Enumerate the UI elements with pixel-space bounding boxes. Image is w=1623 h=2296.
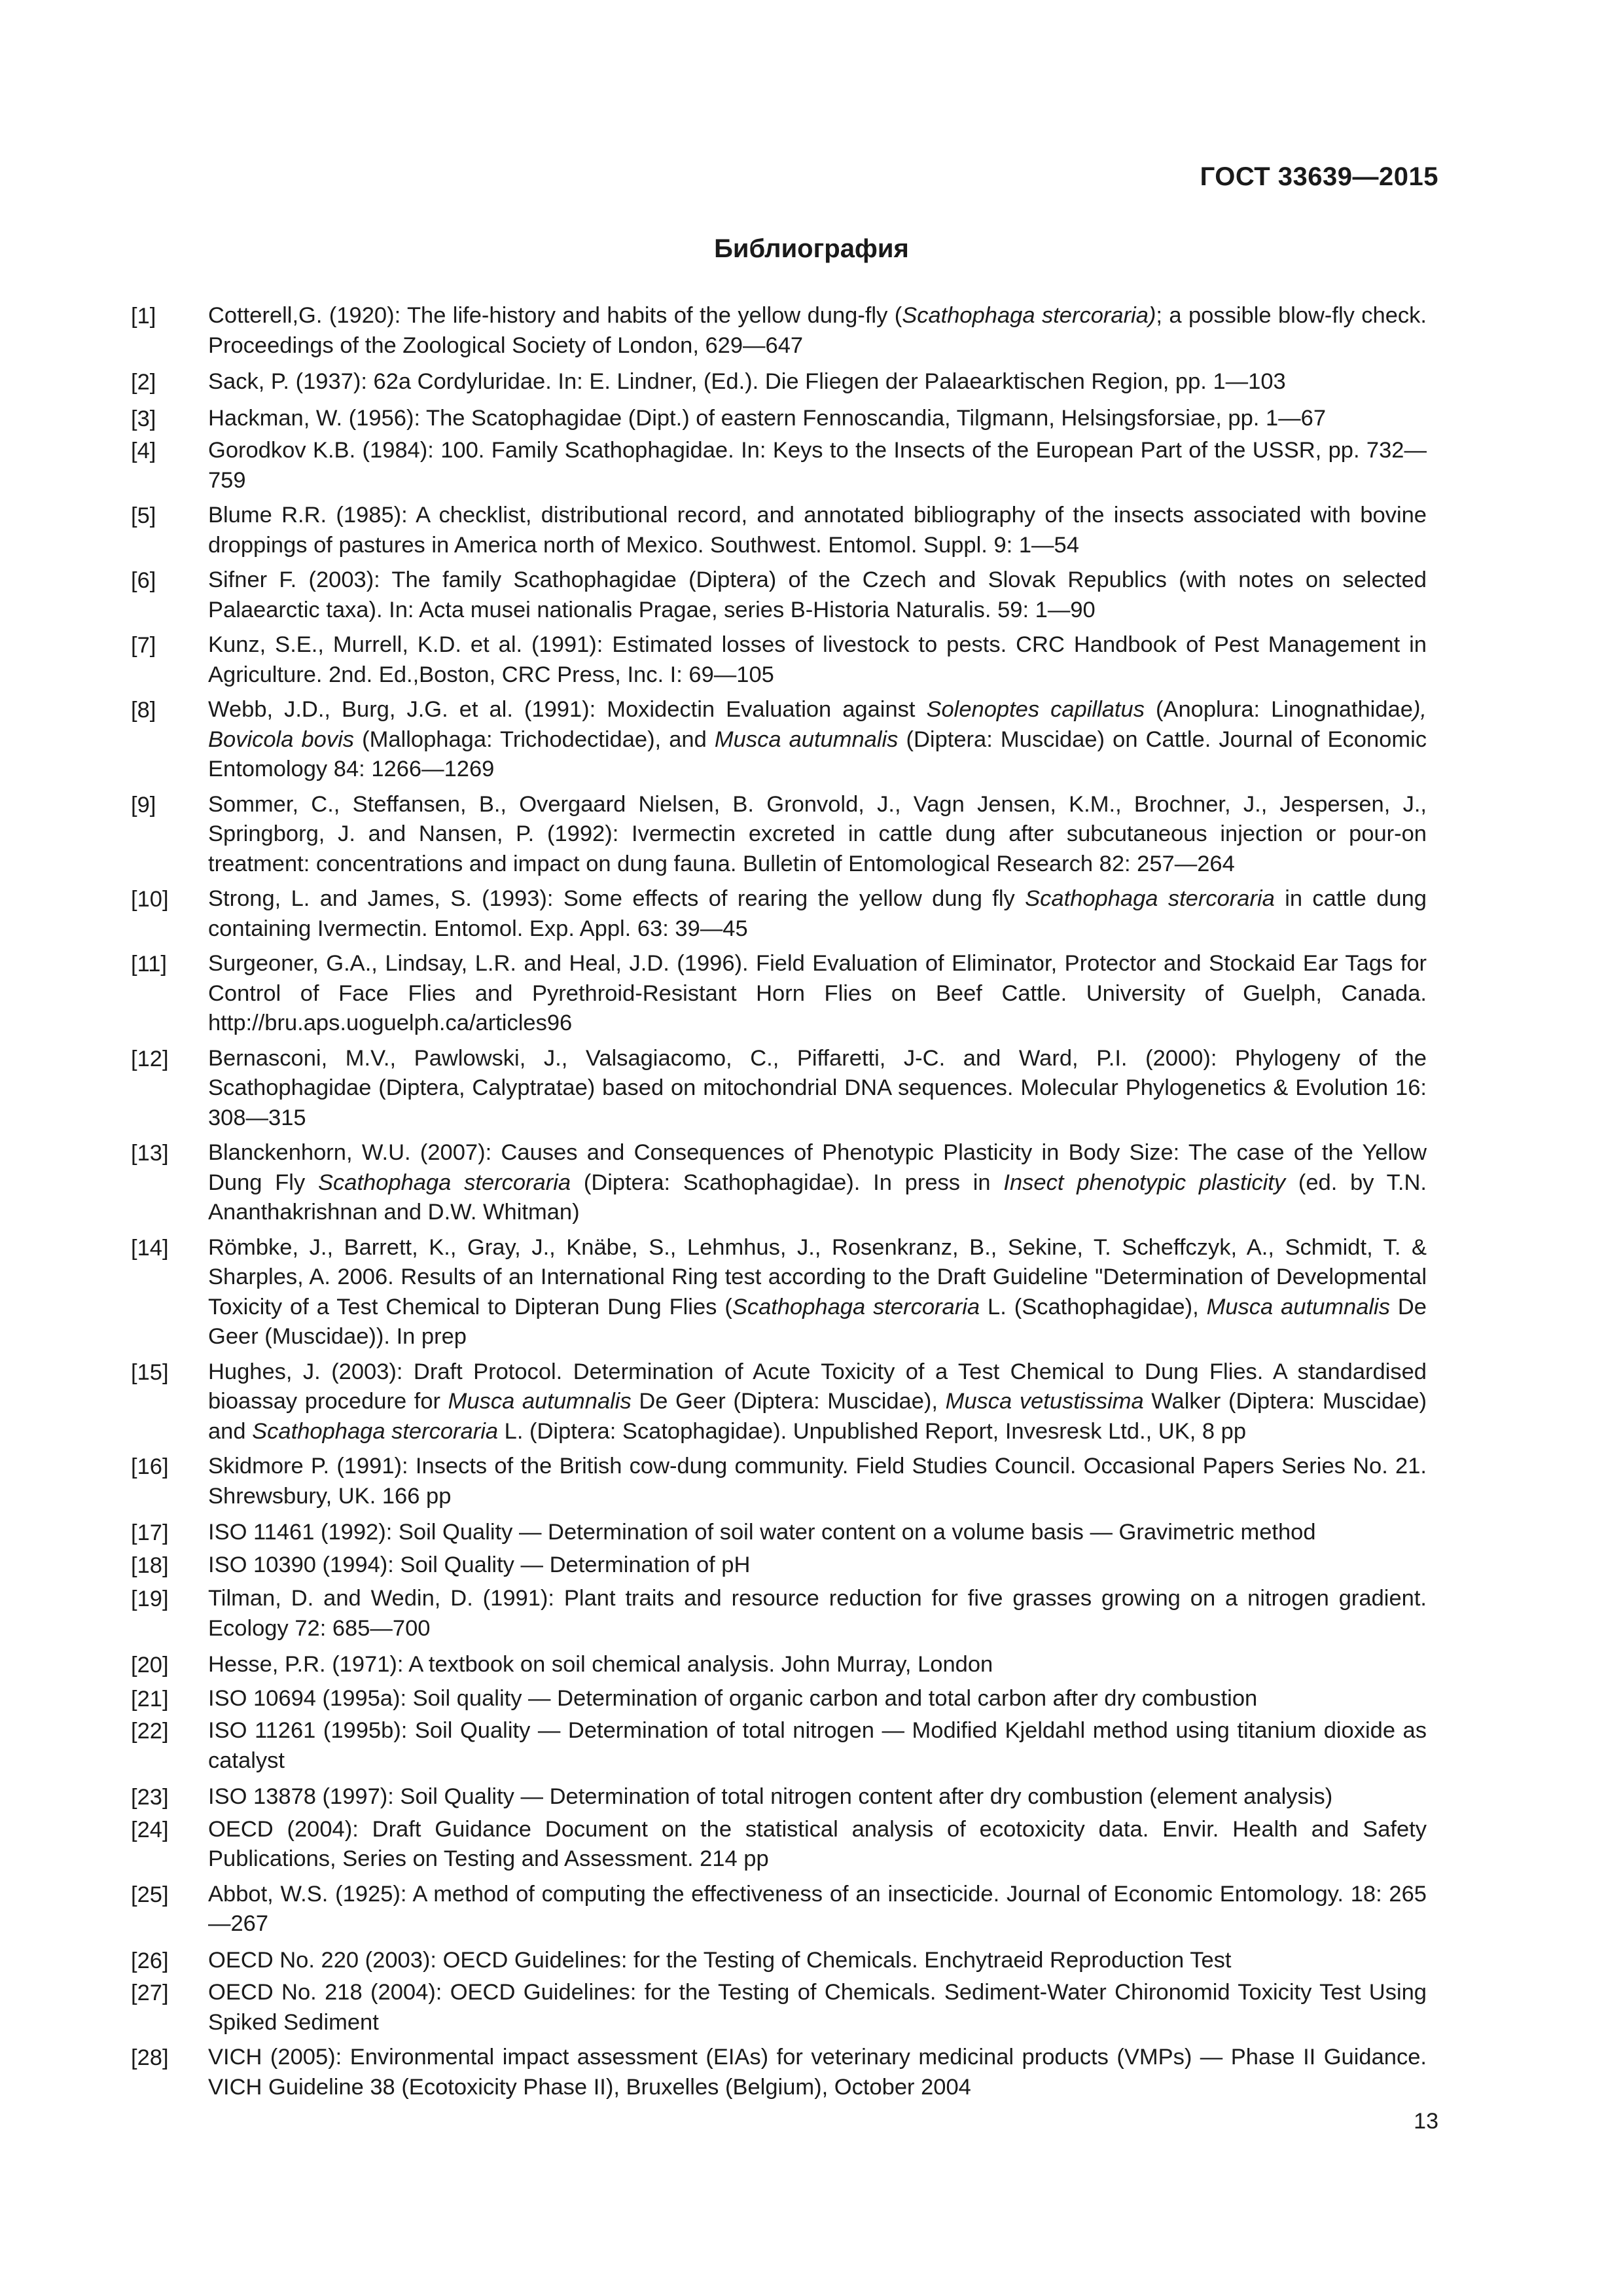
reference-item bbox=[131, 630, 1427, 690]
reference-text: OECD (2004): Draft Guidance Document on the statistical analysis of ecotoxicity data. Envir. Health and Safety Publications, Series on Testing and Assessment. 214 pp bbox=[208, 1816, 1427, 1871]
reference-number: [26] bbox=[131, 1948, 169, 1973]
reference-text: Hesse, P.R. (1971): A textbook on soil chemical analysis. John Murray, London bbox=[208, 1652, 993, 1677]
reference-text: ISO 11461 (1992): Soil Quality — Determination of soil water content on a volume basis — Gravimetric method bbox=[208, 1520, 1316, 1545]
reference-text: Abbot, W.S. (1925): A method of computing the effectiveness of an insecticide. Journal of Economic Entomology. 18: 265—267 bbox=[208, 1881, 1427, 1936]
bibliography-title: Библиография bbox=[714, 234, 909, 263]
reference-text: Blume R.R. (1985): A checklist, distributional record, and annotated bibliography of the insects associated with bovine droppings of pastures in America north of Mexico. Southwest. Entomol. Suppl. 9: 1—54 bbox=[208, 503, 1427, 558]
reference-number: [3] bbox=[131, 406, 156, 431]
reference-text: ISO 10390 (1994): Soil Quality — Determination of pH bbox=[208, 1552, 751, 1577]
reference-text: Webb, J.D., Burg, J.G. et al. (1991): Moxidectin Evaluation against Solenoptes capillatus (Anoplura: Linognathidae), Bovicola bovis (Mallophaga: Trichodectidae), and Musca autumnalis (Diptera: Muscidae) on Cattle. Journal of Economic Entomology 84: 1266—1269 bbox=[208, 697, 1427, 781]
reference-number: [18] bbox=[131, 1552, 169, 1578]
reference-item bbox=[131, 501, 1427, 560]
reference-text: Kunz, S.E., Murrell, K.D. et al. (1991): Estimated losses of livestock to pests. CRC Handbook of Pest Management in Agriculture. 2nd. Ed.,Boston, CRC Press, Inc. I: 69—105 bbox=[208, 632, 1427, 687]
reference-number: [22] bbox=[131, 1719, 169, 1744]
reference-item bbox=[131, 1551, 1427, 1581]
reference-text: Surgeoner, G.A., Lindsay, L.R. and Heal, J.D. (1996). Field Evaluation of Eliminator, Protector and Stockaid Ear Tags for Control of Face Flies and Pyrethroid-Resistant Horn Flies on Beef Cattle. University of Guelph, Canada. http://bru.aps.uoguelph.ca/articles96 bbox=[208, 951, 1427, 1035]
reference-item bbox=[131, 1357, 1427, 1447]
reference-item bbox=[131, 695, 1427, 785]
reference-item bbox=[131, 1044, 1427, 1134]
reference-number: [12] bbox=[131, 1046, 169, 1071]
reference-number: [28] bbox=[131, 2045, 169, 2070]
reference-item bbox=[131, 404, 1427, 434]
reference-text: Sommer, C., Steffansen, B., Overgaard Nielsen, B. Gronvold, J., Vagn Jensen, K.M., Brochner, J., Jespersen, J., Springborg, J. and Nansen, P. (1992): Ivermectin excreted in cattle dung after subcutaneous injection or pour-on treatment: concentrations and impact on dung fauna. Bulletin of Entomological Research 82: 257—264 bbox=[208, 791, 1427, 876]
reference-text: Römbke, J., Barrett, K., Gray, J., Knäbe, S., Lehmhus, J., Rosenkranz, B., Sekine, T. Scheffczyk, A., Schmidt, T. & Sharples, A. 2006. Results of an International Ring test according to the Draft Guideline "Determination of Developmental Toxicity of a Test Chemical to Dipteran Dung Flies (Scathophaga stercoraria L. (Scathophagidae), Musca autumnalis De Geer (Muscidae)). In prep bbox=[208, 1234, 1427, 1349]
reference-number: [13] bbox=[131, 1141, 169, 1166]
reference-number: [2] bbox=[131, 370, 156, 395]
reference-item bbox=[131, 1684, 1427, 1714]
standard-code: ГОСТ 33639—2015 bbox=[1200, 162, 1438, 191]
reference-item bbox=[131, 1233, 1427, 1352]
reference-text: Skidmore P. (1991): Insects of the British cow-dung community. Field Studies Council. Occasional Papers Series No. 21. Shrewsbury, UK. 166 pp bbox=[208, 1454, 1427, 1509]
reference-item bbox=[131, 1584, 1427, 1643]
reference-number: [8] bbox=[131, 698, 156, 723]
reference-number: [24] bbox=[131, 1817, 169, 1842]
reference-text: OECD No. 218 (2004): OECD Guidelines: for the Testing of Chemicals. Sediment-Water Chironomid Toxicity Test Using Spiked Sediment bbox=[208, 1980, 1427, 2035]
reference-text: ISO 13878 (1997): Soil Quality — Determination of total nitrogen content after dry combustion (element analysis) bbox=[208, 1784, 1333, 1809]
reference-item bbox=[131, 1815, 1427, 1874]
page-number: 13 bbox=[1414, 2109, 1438, 2134]
reference-text: VICH (2005): Environmental impact assessment (EIAs) for veterinary medicinal products (VMPs) — Phase II Guidance. VICH Guideline 38 (Ecotoxicity Phase II), Bruxelles (Belgium), October 2004 bbox=[208, 2045, 1427, 2100]
reference-text: ISO 10694 (1995a): Soil quality — Determination of organic carbon and total carbon after dry combustion bbox=[208, 1685, 1258, 1711]
reference-text: Strong, L. and James, S. (1993): Some effects of rearing the yellow dung fly Scathophaga stercoraria in cattle dung containing Ivermectin. Entomol. Exp. Appl. 63: 39—45 bbox=[208, 886, 1427, 941]
reference-number: [6] bbox=[131, 568, 156, 593]
reference-number: [27] bbox=[131, 1981, 169, 2005]
reference-text: ISO 11261 (1995b): Soil Quality — Determination of total nitrogen — Modified Kjeldahl method using titanium dioxide as catalyst bbox=[208, 1718, 1427, 1773]
reference-number: [9] bbox=[131, 792, 156, 817]
reference-number: [17] bbox=[131, 1520, 169, 1545]
reference-item bbox=[131, 301, 1427, 361]
reference-number: [7] bbox=[131, 633, 156, 658]
reference-item bbox=[131, 1978, 1427, 2037]
reference-item bbox=[131, 1782, 1427, 1812]
reference-item bbox=[131, 884, 1427, 944]
reference-item bbox=[131, 565, 1427, 625]
reference-number: [14] bbox=[131, 1235, 169, 1261]
reference-number: [25] bbox=[131, 1882, 169, 1907]
reference-item bbox=[131, 1452, 1427, 1511]
reference-item bbox=[131, 436, 1427, 495]
reference-text: OECD No. 220 (2003): OECD Guidelines: for the Testing of Chemicals. Enchytraeid Reproduction Test bbox=[208, 1947, 1232, 1973]
reference-item bbox=[131, 2043, 1427, 2102]
reference-item bbox=[131, 1880, 1427, 1939]
reference-number: [21] bbox=[131, 1686, 169, 1712]
reference-number: [16] bbox=[131, 1454, 169, 1479]
reference-text: Cotterell,G. (1920): The life-history and habits of the yellow dung-fly (Scathophaga stercoraria); a possible blow-fly check. Proceedings of the Zoological Society of London, 629—647 bbox=[208, 303, 1427, 358]
reference-item bbox=[131, 1518, 1427, 1548]
reference-text: Blanckenhorn, W.U. (2007): Causes and Consequences of Phenotypic Plasticity in Body Size: The case of the Yellow Dung Fly Scathophaga stercoraria (Diptera: Scathophagidae). In press in Insect phenotypic plasticity (ed. by T.N. Ananthakrishnan and D.W. Whitman) bbox=[208, 1140, 1427, 1225]
reference-text: Sifner F. (2003): The family Scathophagidae (Diptera) of the Czech and Slovak Republics (with notes on selected Palaearctic taxa). In: Acta musei nationalis Pragae, series B-Historia Naturalis. 59: 1—90 bbox=[208, 567, 1427, 622]
reference-text: Bernasconi, M.V., Pawlowski, J., Valsagiacomo, C., Piffaretti, J-C. and Ward, P.I. (2000): Phylogeny of the Scathophagidae (Diptera, Calyptratae) based on mitochondrial DNA sequences. Molecular Phylogenetics & Evolution 16: 308—315 bbox=[208, 1045, 1427, 1130]
reference-text: Tilman, D. and Wedin, D. (1991): Plant traits and resource reduction for five grasses growing on a nitrogen gradient. Ecology 72: 685—700 bbox=[208, 1586, 1427, 1641]
reference-number: [11] bbox=[131, 952, 167, 977]
reference-item bbox=[131, 1650, 1427, 1680]
reference-list bbox=[131, 301, 1427, 2102]
reference-text: Hackman, W. (1956): The Scatophagidae (Dipt.) of eastern Fennoscandia, Tilgmann, Helsingsforsiae, pp. 1—67 bbox=[208, 405, 1327, 431]
reference-text: Hughes, J. (2003): Draft Protocol. Determination of Acute Toxicity of a Test Chemical to Dung Flies. A standardised bioassay procedure for Musca autumnalis De Geer (Diptera: Muscidae), Musca vetustissima Walker (Diptera: Muscidae) and Scathophaga stercoraria L. (Diptera: Scatophagidae). Unpublished Report, Invesresk Ltd., UK, 8 pp bbox=[208, 1359, 1427, 1444]
reference-item bbox=[131, 1716, 1427, 1776]
reference-number: [15] bbox=[131, 1359, 169, 1385]
reference-item bbox=[131, 1946, 1427, 1976]
reference-number: [1] bbox=[131, 304, 156, 329]
reference-item bbox=[131, 1138, 1427, 1228]
reference-item bbox=[131, 949, 1427, 1039]
reference-text: Sack, P. (1937): 62a Cordyluridae. In: E. Lindner, (Ed.). Die Fliegen der Palaearktischen Region, pp. 1—103 bbox=[208, 369, 1286, 394]
reference-text: Gorodkov K.B. (1984): 100. Family Scathophagidae. In: Keys to the Insects of the European Part of the USSR, pp. 732—759 bbox=[208, 438, 1427, 493]
reference-number: [5] bbox=[131, 503, 156, 528]
reference-item bbox=[131, 367, 1427, 397]
reference-number: [4] bbox=[131, 439, 156, 463]
reference-number: [19] bbox=[131, 1587, 169, 1611]
reference-item bbox=[131, 790, 1427, 880]
reference-number: [23] bbox=[131, 1785, 169, 1810]
reference-number: [10] bbox=[131, 887, 169, 912]
reference-number: [20] bbox=[131, 1653, 169, 1677]
